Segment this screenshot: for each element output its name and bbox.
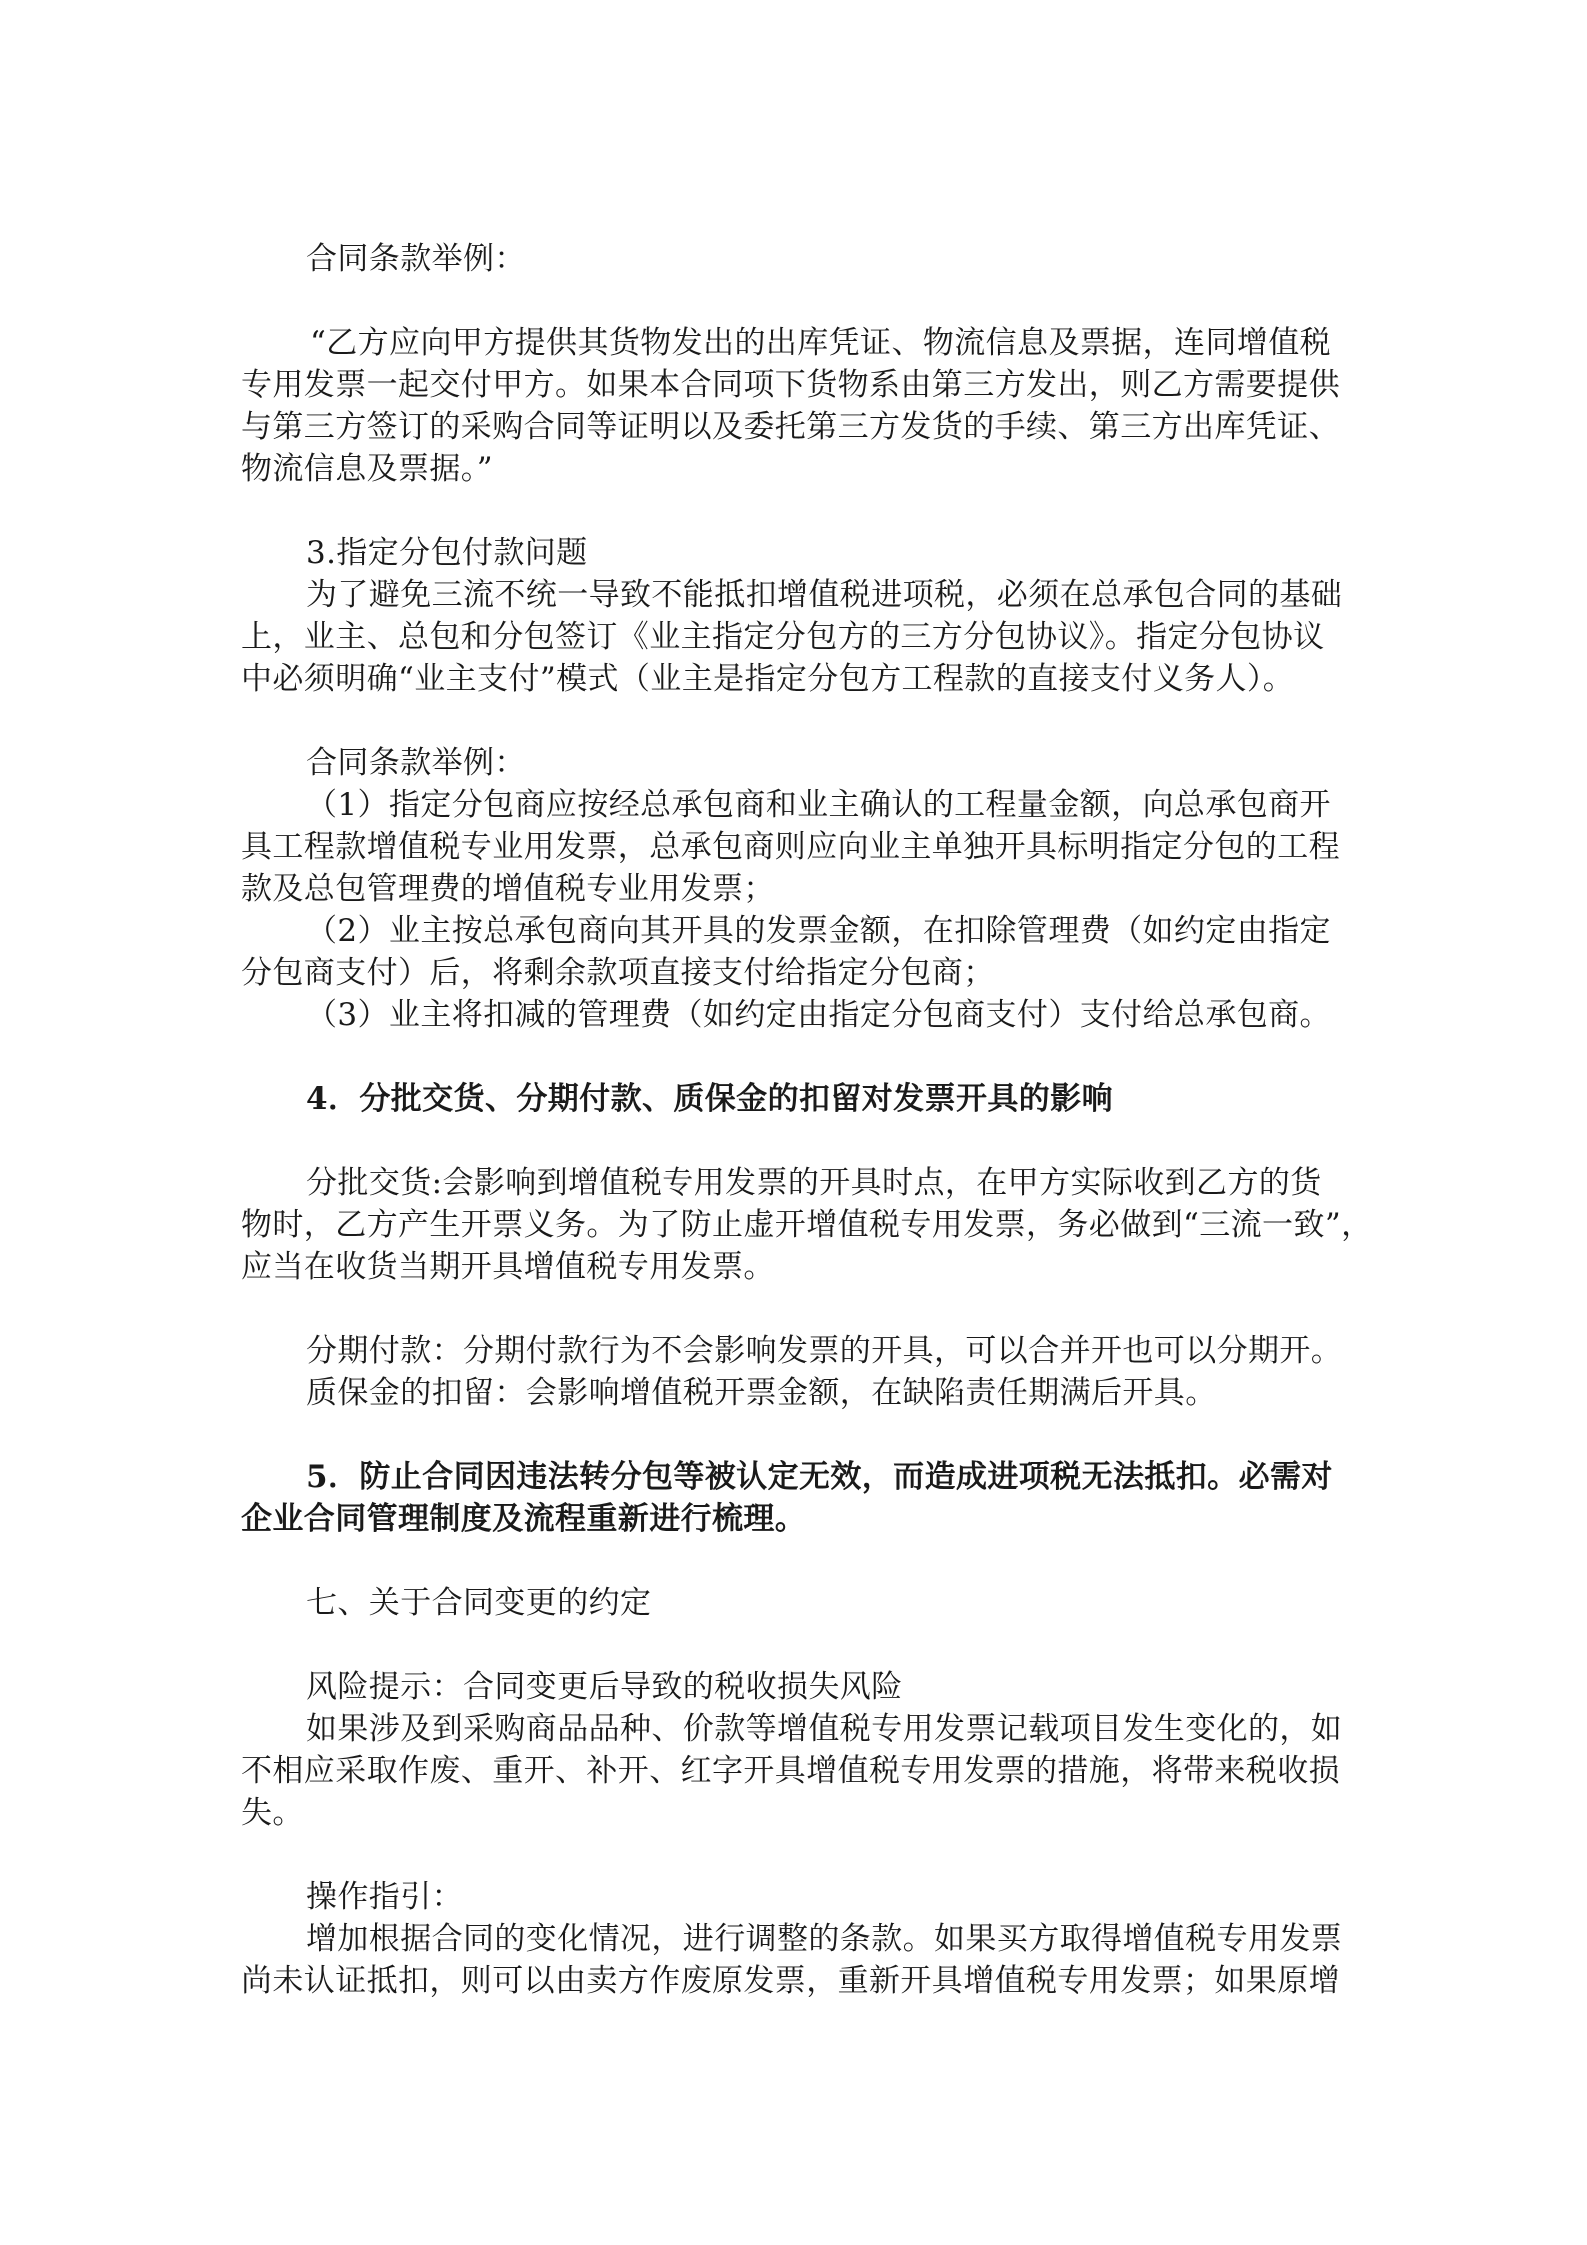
list-item-line: 具工程款增值税专业用发票，总承包商则应向业主单独开具标明指定分包的工程: [241, 829, 1340, 865]
quote-line: “乙方应向甲方提供其货物发出的出库凭证、物流信息及票据，连同增值税: [310, 325, 1332, 361]
paragraph-line: 失。: [241, 1795, 304, 1831]
section-heading: 4．分批交货、分期付款、质保金的扣留对发票开具的影响: [306, 1081, 1113, 1117]
quote-line: 物流信息及票据。”: [241, 451, 493, 487]
paragraph-line: 上，业主、总包和分包签订《业主指定分包方的三方分包协议》。指定分包协议: [241, 619, 1325, 655]
paragraph-line: 分批交货:会影响到增值税专用发票的开具时点，在甲方实际收到乙方的货: [306, 1165, 1322, 1201]
paragraph-heading: 合同条款举例：: [306, 241, 526, 277]
list-item-line: （2）业主按总承包商向其开具的发票金额，在扣除管理费（如约定由指定: [306, 913, 1331, 949]
paragraph-line: 不相应采取作废、重开、补开、红字开具增值税专用发票的措施，将带来税收损: [241, 1753, 1340, 1789]
list-item-line: （1）指定分包商应按经总承包商和业主确认的工程量金额，向总承包商开: [306, 787, 1331, 823]
paragraph-line: 质保金的扣留：会影响增值税开票金额，在缺陷责任期满后开具。: [306, 1375, 1217, 1411]
section-heading: 5．防止合同因违法转分包等被认定无效，而造成进项税无法抵扣。必需对: [306, 1459, 1333, 1495]
paragraph-heading: 合同条款举例：: [306, 745, 526, 781]
paragraph-line: 增加根据合同的变化情况，进行调整的条款。如果买方取得增值税专用发票: [306, 1921, 1343, 1957]
list-item-line: 分包商支付）后，将剩余款项直接支付给指定分包商；: [241, 955, 995, 991]
paragraph-line: 应当在收货当期开具增值税专用发票。: [241, 1249, 775, 1285]
section-heading: 3.指定分包付款问题: [306, 535, 588, 571]
section-heading: 七、关于合同变更的约定: [306, 1585, 652, 1621]
paragraph-line: 为了避免三流不统一导致不能抵扣增值税进项税，必须在总承包合同的基础: [306, 577, 1343, 613]
quote-line: 与第三方签订的采购合同等证明以及委托第三方发货的手续、第三方出库凭证、: [241, 409, 1340, 445]
paragraph-heading: 操作指引：: [306, 1879, 463, 1915]
paragraph-line: 中必须明确“业主支付”模式（业主是指定分包方工程款的直接支付义务人）。: [241, 661, 1295, 697]
paragraph-line: 尚未认证抵扣，则可以由卖方作废原发票，重新开具增值税专用发票；如果原增: [241, 1963, 1340, 1999]
paragraph-line: 物时，乙方产生开票义务。为了防止虚开增值税专用发票，务必做到“三流一致”，: [241, 1207, 1373, 1243]
paragraph-line: 如果涉及到采购商品品种、价款等增值税专用发票记载项目发生变化的，如: [306, 1711, 1343, 1747]
list-item-line: 款及总包管理费的增值税专业用发票；: [241, 871, 775, 907]
paragraph-line: 分期付款：分期付款行为不会影响发票的开具，可以合并开也可以分期开。: [306, 1333, 1343, 1369]
list-item-line: （3）业主将扣减的管理费（如约定由指定分包商支付）支付给总承包商。: [306, 997, 1331, 1033]
quote-line: 专用发票一起交付甲方。如果本合同项下货物系由第三方发出，则乙方需要提供: [241, 367, 1340, 403]
paragraph-line: 风险提示：合同变更后导致的税收损失风险: [306, 1669, 903, 1705]
section-heading: 企业合同管理制度及流程重新进行梳理。: [241, 1501, 807, 1537]
